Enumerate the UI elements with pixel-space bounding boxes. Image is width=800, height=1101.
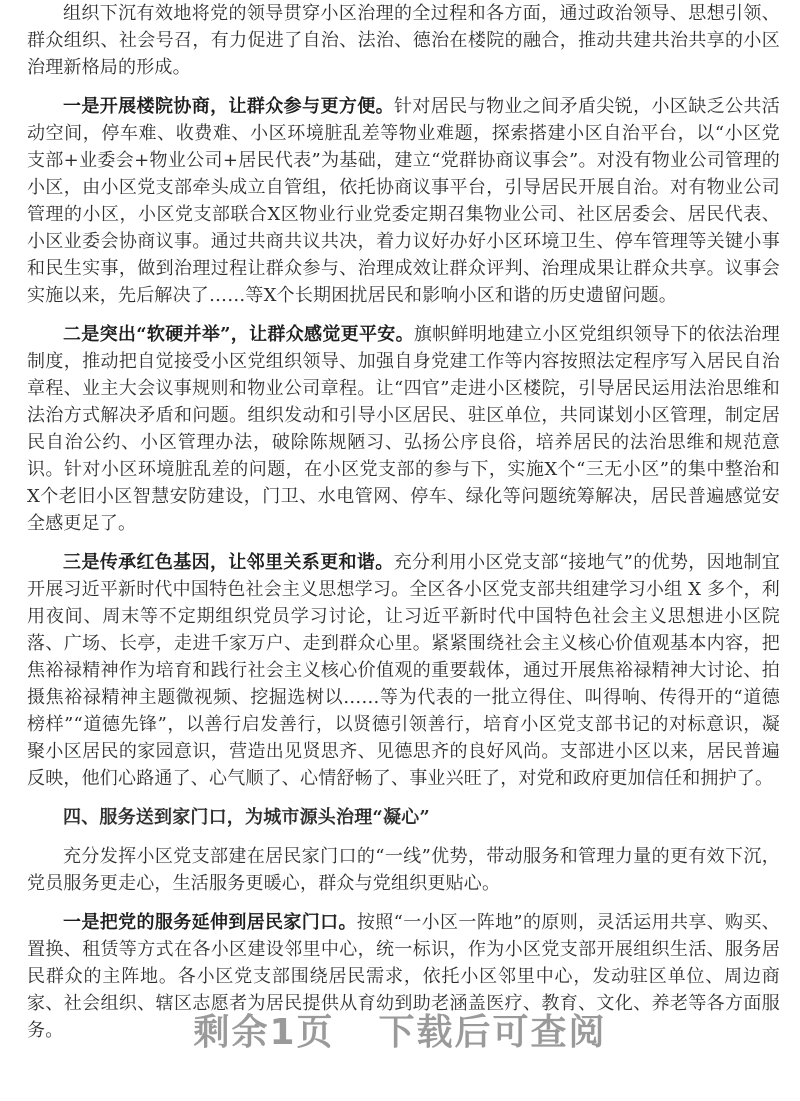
paragraph-body: 按照“一小区一阵地”的原则，灵活运用共享、购买、置换、租赁等方式在各小区建设邻里中心，统一标识，作为小区党支部开展组织生活、服务居民群众的主阵地。各小区党支部围绕居民需求，依托小区邻里中心，发动驻区单位、周边商家、社会组织、辖区志愿者为居民提供从育幼到助老涵盖医疗、教育、文化、养老等各方面服务。 (27, 912, 780, 1041)
paragraph-body: 充分利用小区党支部“接地气”的优势，因地制宜开展习近平新时代中国特色社会主义思想学习。全区各小区党支部共组建学习小组 X 多个，利用夜间、周末等不定期组织党员学习讨论，让习近平新时代中国特色社会主义思想进小区院落、广场、长亭，走进千家万户、走到群众心里。紧紧围绕社会主义核心价值观基本内容，把焦裕禄精神作为培育和践行社会主义核心价值观的重要载体，通过开展焦裕禄精神大讨论、拍摄焦裕禄精神主题微视频、挖掘选树以……等为代表的一批立得住、叫得响、传得开的“道德榜样”“道德先锋”，以善行启发善行，以贤德引领善行，培育小区党支部书记的对标意识，凝聚小区居民的家园意识，营造出见贤思齐、见德思齐的良好风尚。支部进小区以来，居民普遍反映，他们心路通了、心气顺了、心情舒畅了、事业兴旺了，对党和政府更加信任和拥护了。 (27, 552, 780, 789)
download-prompt[interactable] (0, 1004, 800, 1055)
paragraph-lead: 一是开展楼院协商，让群众参与更方便。 (63, 96, 395, 117)
paragraph-body: 旗帜鲜明地建立小区党组织领导下的依法治理制度，推动把自觉接受小区党组织领导、加强自身党建工作等内容按照法定程序写入居民自治章程、业主大会议事规则和物业公司章程。让“四官”走进小区楼院，引导居民运用法治思维和法治方式解决矛盾和问题。组织发动和引导小区居民、驻区单位，共同谋划小区管理，制定居民自治公约、小区管理办法，破除陈规陋习、弘扬公序良俗，培养居民的法治思维和规范意识。针对小区环境脏乱差的问题，在小区党支部的参与下，实施X个“三无小区”的集中整治和X个老旧小区智慧安防建设，门卫、水电管网、停车、绿化等问题统筹解决，居民普遍感觉安全感更足了。 (27, 324, 780, 534)
section-heading: 四、服务送到家门口，为城市源头治理“凝心” (63, 807, 430, 828)
document-body (27, 0, 780, 1056)
paragraph-point-3 (27, 549, 780, 792)
paragraph-lead: 一是把党的服务延伸到居民家门口。 (63, 912, 357, 933)
paragraph-point-1 (27, 93, 780, 309)
paragraph-point-2 (27, 321, 780, 537)
paragraph-lead: 三是传承红色基因，让邻里关系更和谐。 (63, 552, 394, 573)
paragraph-intro (27, 0, 780, 81)
paragraph-body: 组织下沉有效地将党的领导贯穿小区治理的全过程和各方面，通过政治领导、思想引领、群众组织、社会号召，有力促进了自治、法治、德治在楼院的融合，推动共建共治共享的小区治理新格局的形成。 (27, 3, 780, 78)
paragraph-lead: 二是突出“软硬并举”，让群众感觉更平安。 (63, 324, 414, 345)
paragraph-section-intro (27, 843, 780, 897)
paragraph-body: 针对居民与物业之间矛盾尖锐，小区缺乏公共活动空间，停车难、收费难、小区环境脏乱差等物业难题，探索搭建小区自治平台，以“小区党支部+业委会+物业公司+居民代表”为基础，建立“党群协商议事会”。对没有物业公司管理的小区，由小区党支部牵头成立自管组，依托协商议事平台，引导居民开展自治。对有物业公司管理的小区，小区党支部联合X区物业行业党委定期召集物业公司、社区居委会、居民代表、小区业委会协商议事。通过共商共议共决，着力议好办好小区环境卫生、停车管理等关键小事和民生实事，做到治理过程让群众参与、治理成效让群众评判、治理成果让群众共享。议事会实施以来，先后解决了……等X个长期困扰居民和影响小区和谐的历史遗留问题。 (27, 96, 780, 306)
paragraph-body: 充分发挥小区党支部建在居民家门口的“一线”优势，带动服务和管理力量的更有效下沉，党员服务更走心，生活服务更暖心，群众与党组织更贴心。 (27, 846, 780, 894)
remaining-pages-label: 剩余1页 (193, 1012, 335, 1053)
download-to-view-label[interactable]: 下载后可查阅 (378, 1012, 607, 1053)
